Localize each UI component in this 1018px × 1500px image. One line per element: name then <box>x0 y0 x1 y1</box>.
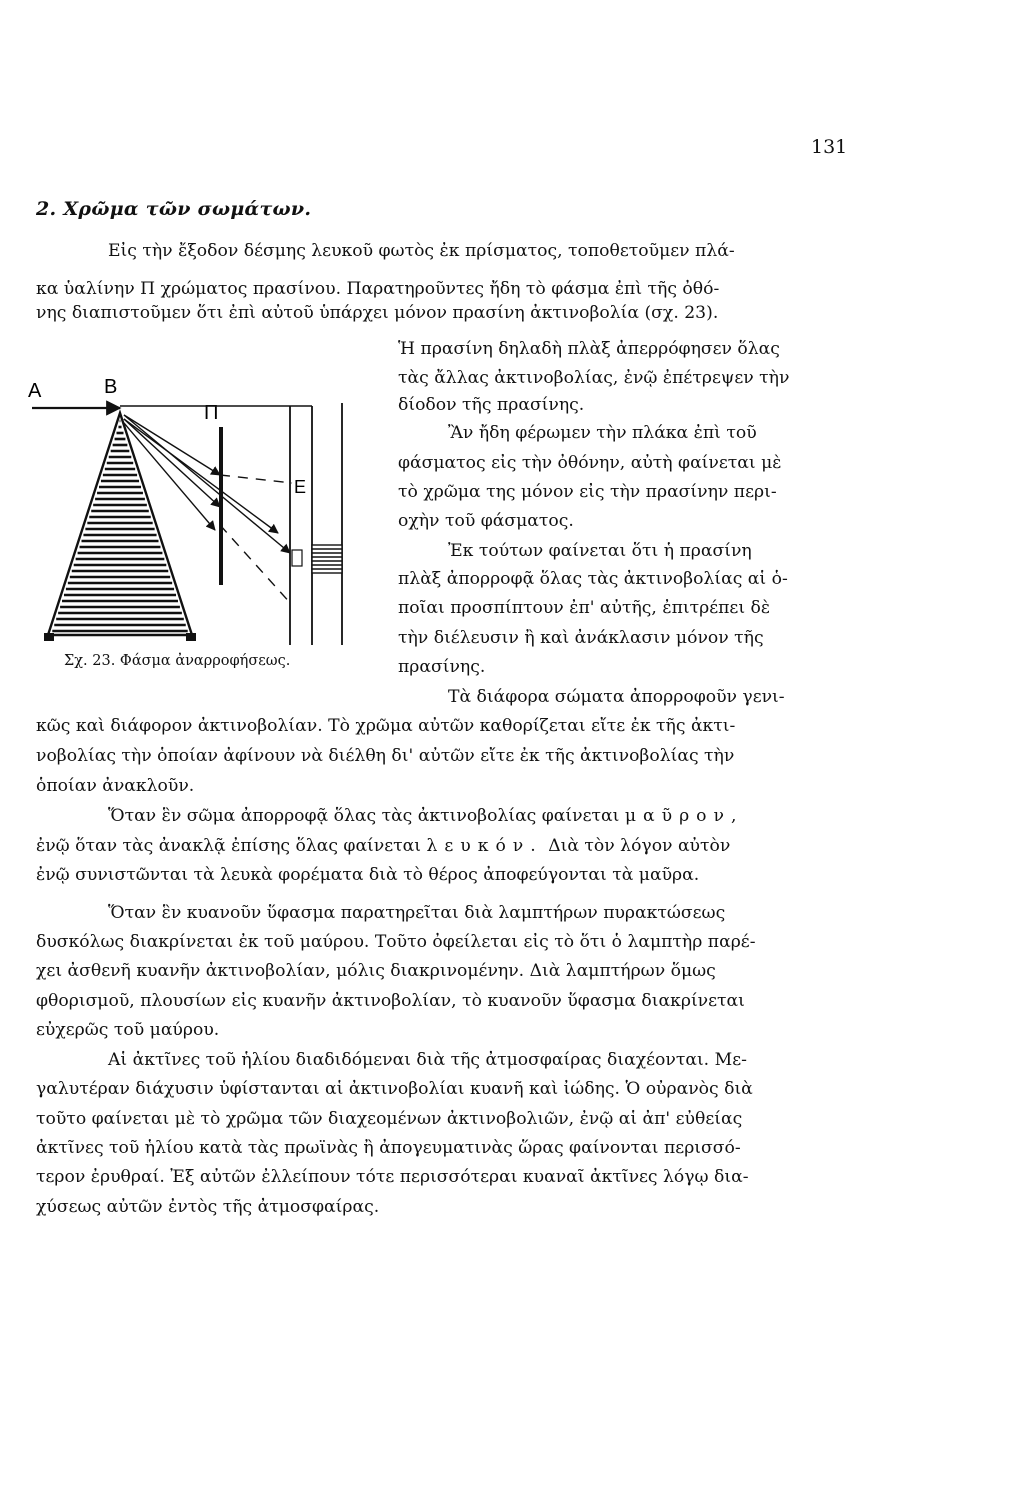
paragraph-6-line-3: ἐνῷ συνιστῶνται τὰ λευκὰ φορέματα διὰ τὸ θέρος ἀποφεύγονται τὰ μαῦρα. <box>36 865 700 885</box>
figure-drawing <box>20 375 380 660</box>
paragraph-8-line-5: τερον ἐρυθραί. Ἐξ αὐτῶν ἐλλείπουν τότε περισσότεραι κυαναῖ ἀκτῖνες λόγῳ δια- <box>36 1167 749 1187</box>
paragraph-3-line-3: τὸ χρῶμα της μόνον εἰς τὴν πρασίνην περι- <box>398 482 777 502</box>
absorbed-rays <box>220 475 292 605</box>
paragraph-5-line-3: νοβολίας τὴν ὁποίαν ἀφίνουν νὰ διέλθη δι' αὐτῶν εἴτε ἐκ τῆς ἀκτινοβολίας τὴν <box>36 746 735 766</box>
p6-l2-text: ἐνῷ ὅταν τὰς ἀνακλᾷ ἐπίσης ὅλας φαίνεται <box>36 836 421 856</box>
paragraph-8-line-2: γαλυτέραν διάχυσιν ὑφίστανται αἱ ἀκτινοβολίαι κυανῆ καὶ ἰώδης. Ὁ οὐρανὸς διὰ <box>36 1079 753 1099</box>
section-title: 2. Χρῶμα τῶν σωμάτων. <box>36 198 312 220</box>
label-e: E <box>294 477 307 497</box>
paragraph-2-line-2: τὰς ἄλλας ἀκτινοβολίας, ἐνῷ ἐπέτρεψεν τὴν <box>398 368 790 388</box>
paragraph-2-line-1: Ἡ πρασίνη δηλαδὴ πλὰξ ἀπερρόφησεν ὅλας <box>398 339 780 359</box>
paragraph-4-line-4: τὴν διέλευσιν ἢ καὶ ἀνάκλασιν μόνον τῆς <box>398 628 764 648</box>
p6-l1-text: Ὅταν ἓν σῶμα ἀπορροφᾷ ὅλας τὰς ἀκτινοβολίας φαίνεται <box>108 806 620 826</box>
paragraph-5-line-1: Τὰ διάφορα σώματα ἀπορροφοῦν γενι- <box>448 687 785 707</box>
paragraph-3-line-4: οχὴν τοῦ φάσματος. <box>398 511 574 531</box>
paragraph-7-line-2: δυσκόλως διακρίνεται ἐκ τοῦ μαύρου. Τοῦτο ὀφείλεται εἰς τὸ ὅτι ὁ λαμπτὴρ παρέ- <box>36 932 756 952</box>
paragraph-8-line-1: Αἱ ἀκτῖνες τοῦ ἡλίου διαδιδόμεναι διὰ τῆς ἀτμοσφαίρας διαχέονται. Με- <box>108 1050 747 1070</box>
paragraph-8-line-4: ἀκτῖνες τοῦ ἡλίου κατὰ τὰς πρωϊνὰς ἢ ἀπογευματινὰς ὥρας φαίνονται περισσό- <box>36 1138 741 1158</box>
label-a: A <box>28 380 42 402</box>
dispersed-rays <box>124 415 290 553</box>
word-black: μαῦρον, <box>624 806 744 826</box>
paragraph-4-line-2: πλὰξ ἀπορροφᾷ ὅλας τὰς ἀκτινοβολίας αἱ ὁ- <box>398 569 788 589</box>
paragraph-5-line-2: κῶς καὶ διάφορον ἀκτινοβολίαν. Τὸ χρῶμα αὐτῶν καθορίζεται εἴτε ἐκ τῆς ἀκτι- <box>36 716 736 736</box>
screen <box>290 403 342 645</box>
prism <box>44 413 196 641</box>
paragraph-1-line-3: νης διαπιστοῦμεν ὅτι ἐπὶ αὐτοῦ ὑπάρχει μόνον πρασίνη ἀκτινοβολία (σχ. 23). <box>36 303 719 323</box>
paragraph-2-line-3: δίοδον τῆς πρασίνης. <box>398 395 585 415</box>
paragraph-4-line-1: Ἐκ τούτων φαίνεται ὅτι ἡ πρασίνη <box>448 541 752 561</box>
label-b: B <box>104 376 118 398</box>
p6-l2-post: Διὰ τὸν λόγον αὐτὸν <box>548 836 731 856</box>
paragraph-3-line-2: φάσματος εἰς τὴν ὀθόνην, αὐτὴ φαίνεται μὲ <box>398 453 782 473</box>
paragraph-7-line-1: Ὅταν ἓν κυανοῦν ὕφασμα παρατηρεῖται διὰ λαμπτήρων πυρακτώσεως <box>108 903 726 923</box>
paragraph-8-line-6: χύσεως αὐτῶν ἐντὸς τῆς ἀτμοσφαίρας. <box>36 1197 380 1217</box>
paragraph-1-line-2: κα ὑαλίνην Π χρώματος πρασίνου. Παρατηροῦντες ἤδη τὸ φάσμα ἐπὶ τῆς ὀθό- <box>36 279 720 299</box>
figure-caption: Σχ. 23. Φάσμα ἀναρροφήσεως. <box>64 653 291 669</box>
paragraph-1-line-1: Εἰς τὴν ἔξοδον δέσμης λευκοῦ φωτὸς ἐκ πρίσματος, τοποθετοῦμεν πλά- <box>108 241 735 261</box>
paragraph-7-line-4: φθορισμοῦ, πλουσίων εἰς κυανῆν ἀκτινοβολίαν, τὸ κυανοῦν ὕφασμα διακρίνεται <box>36 991 745 1011</box>
paragraph-7-line-3: χει ἀσθενῆ κυανῆν ἀκτινοβολίαν, μόλις διακρινομένην. Διὰ λαμπτήρων ὅμως <box>36 961 716 981</box>
paragraph-6-line-1 <box>108 805 743 827</box>
word-white: λευκόν. <box>426 836 543 856</box>
paragraph-7-line-5: εὐχερῶς τοῦ μαύρου. <box>36 1020 220 1040</box>
paragraph-3-line-1: Ἂν ἤδη φέρωμεν τὴν πλάκα ἐπὶ τοῦ <box>448 423 757 443</box>
page-number: 131 <box>811 136 848 158</box>
label-p: Π <box>204 402 219 424</box>
paragraph-4-line-3: ποῖαι προσπίπτουν ἐπ' αὐτῆς, ἐπιτρέπει δὲ <box>398 598 771 618</box>
paragraph-8-line-3: τοῦτο φαίνεται μὲ τὸ χρῶμα τῶν διαχεομένων ἀκτινοβολιῶν, ἐνῷ αἱ ἀπ' εὐθείας <box>36 1109 743 1129</box>
paragraph-4-line-5: πρασίνης. <box>398 657 486 677</box>
absorption-spectrum-figure <box>20 375 380 660</box>
paragraph-5-line-4: ὁποίαν ἀνακλοῦν. <box>36 776 195 796</box>
paragraph-6-line-2 <box>36 835 730 857</box>
